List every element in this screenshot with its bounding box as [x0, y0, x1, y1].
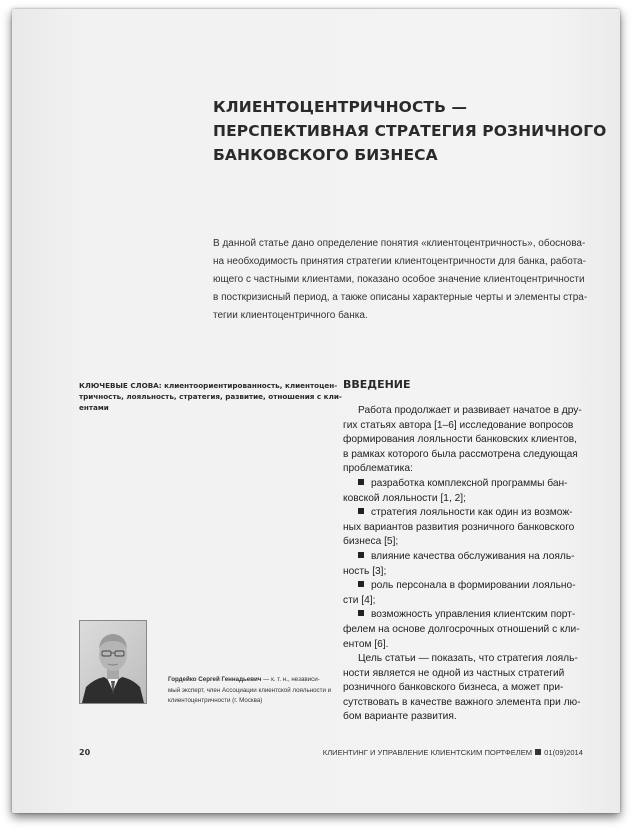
body-line: сутствовать в качестве важного элемента при лю-	[343, 696, 581, 708]
bullet-text: разработка комплексной программы бан-	[371, 477, 568, 489]
bullet-text: фелем на основе долгосрочных отношений с кли-	[343, 623, 580, 635]
bullet-text: роль персонала в формировании лояльно-	[371, 580, 576, 592]
bullet-item	[343, 608, 603, 652]
author-bio-text: мый эксперт, член Ассоциации клиентской лояльности и	[168, 686, 332, 694]
journal-issue: 01(09)2014	[544, 748, 583, 757]
bullet-item	[343, 506, 603, 550]
keywords-line: ентами	[79, 403, 109, 412]
running-footer	[300, 748, 583, 757]
square-separator-icon	[535, 749, 541, 755]
bullet-text: ковской лояльности [1, 2];	[343, 492, 466, 504]
abstract-line: тегии клиентоцентричного банка.	[213, 310, 368, 321]
author-bio-text: — к. т. н., независи-	[261, 676, 320, 683]
title-line: БАНКОВСКОГО БИЗНЕСА	[213, 146, 438, 164]
author-bio	[168, 675, 338, 707]
body-line: формирования лояльности банковских клиентов,	[343, 434, 577, 446]
abstract-line: на необходимость принятия стратегии клиентоцентричности для банка, работа-	[213, 256, 586, 267]
body-line: ности является не одной из частных стратегий	[343, 667, 565, 679]
body-line: гих статьях автора [1–6] исследование вопросов	[343, 419, 574, 431]
square-bullet-icon	[358, 581, 364, 587]
bullet-text: возможность управления клиентским порт-	[371, 609, 576, 621]
author-name: Гордейко Сергей Геннадьевич	[168, 676, 262, 683]
bullet-item	[343, 579, 603, 608]
article-title	[213, 95, 607, 167]
square-bullet-icon	[358, 610, 364, 616]
title-line: КЛИЕНТОЦЕНТРИЧНОСТЬ —	[213, 98, 468, 116]
keywords-block	[79, 380, 342, 413]
article-abstract	[213, 235, 591, 325]
bullet-text: ентом [6].	[343, 638, 389, 650]
bullet-text: влияние качества обслуживания на лояль-	[371, 550, 575, 562]
square-bullet-icon	[358, 479, 364, 485]
keywords-line: КЛЮЧЕВЫЕ СЛОВА: клиентоориентированность, клиентоцен-	[79, 381, 338, 390]
abstract-line: В данной статье дано определение понятия «клиентоцентричность», обоснова-	[213, 238, 586, 249]
bullet-text: бизнеса [5];	[343, 536, 399, 548]
author-photo	[79, 620, 147, 704]
article-body	[343, 404, 603, 725]
page-number: 20	[79, 748, 91, 757]
square-bullet-icon	[358, 552, 364, 558]
author-portrait-icon	[80, 621, 146, 703]
author-bio-text: клиентоцентричности (г. Москва)	[168, 697, 263, 704]
body-line: Работа продолжает и развивает начатое в дру-	[358, 405, 582, 416]
square-bullet-icon	[358, 508, 364, 514]
body-line: розничного банковского бизнеса, а может при-	[343, 682, 564, 694]
bullet-text: сти [4];	[343, 594, 376, 606]
abstract-line: в посткризисный период, а также описаны характерные черты и элементы стра-	[213, 292, 588, 303]
bullet-text: ных вариантов развития розничного банковского	[343, 521, 575, 533]
bullet-text: ность [3];	[343, 565, 387, 577]
bullet-item	[343, 477, 603, 506]
section-heading: ВВЕДЕНИЕ	[343, 378, 411, 391]
body-line: проблематика:	[343, 463, 413, 475]
body-line: Цель статьи — показать, что стратегия лояль-	[358, 653, 578, 665]
body-line: в рамках которого была рассмотрена следующая	[343, 448, 578, 460]
body-line: бом варианте развития.	[343, 711, 457, 723]
title-line: ПЕРСПЕКТИВНАЯ СТРАТЕГИЯ РОЗНИЧНОГО	[213, 122, 607, 140]
journal-name: КЛИЕНТИНГ И УПРАВЛЕНИЕ КЛИЕНТСКИМ ПОРТФЕЛЕМ	[322, 748, 533, 757]
bullet-item	[343, 550, 603, 579]
bullet-text: стратегия лояльности как один из возмож-	[371, 507, 573, 519]
keywords-line: тричность, лояльность, стратегия, развитие, отношения с кли-	[79, 392, 342, 401]
abstract-line: ющего с частными клиентами, показано особое значение клиентоцентричности	[213, 274, 585, 285]
